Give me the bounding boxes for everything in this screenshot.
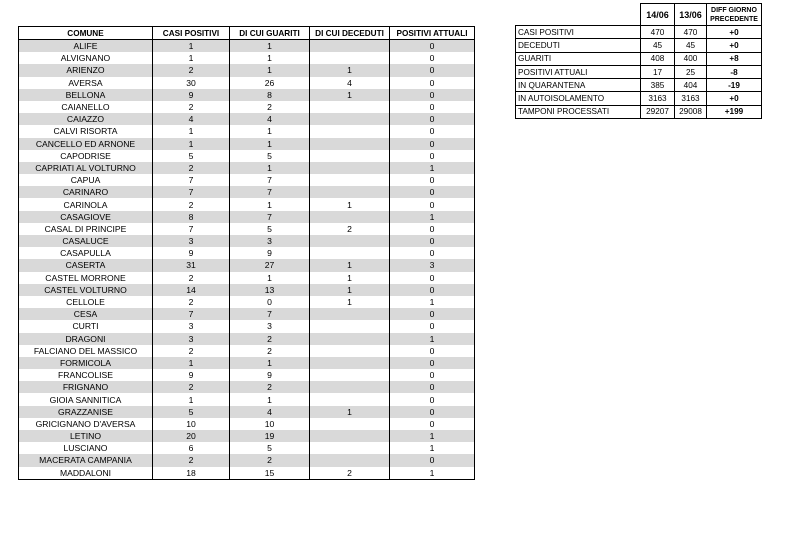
cell-positivi-attuali: 0 [390,138,475,150]
cell-deceduti [310,430,390,442]
summary-value-14-06: 17 [641,65,675,78]
cell-comune: DRAGONI [19,333,153,345]
cell-casi-positivi: 7 [153,186,230,198]
cell-comune: CURTI [19,320,153,332]
cell-casi-positivi: 31 [153,259,230,271]
cell-positivi-attuali: 3 [390,259,475,271]
cell-deceduti [310,125,390,137]
table-row [19,150,475,162]
cell-casi-positivi: 20 [153,430,230,442]
cell-deceduti [310,40,390,53]
cell-comune: CASAGIOVE [19,211,153,223]
cell-deceduti [310,454,390,466]
summary-row [516,65,762,78]
cell-comune: CAIAZZO [19,113,153,125]
cell-guariti: 1 [230,393,310,405]
header-casi-positivi: CASI POSITIVI [153,27,230,40]
cell-positivi-attuali: 0 [390,186,475,198]
table-row [19,467,475,480]
cell-guariti: 9 [230,247,310,259]
cell-comune: AVERSA [19,77,153,89]
summary-diff: -19 [707,79,762,92]
cell-deceduti [310,138,390,150]
cell-positivi-attuali: 0 [390,418,475,430]
table-row [19,442,475,454]
cell-guariti: 26 [230,77,310,89]
summary-value-14-06: 470 [641,26,675,39]
cell-positivi-attuali: 1 [390,430,475,442]
cell-positivi-attuali: 0 [390,247,475,259]
table-row [19,381,475,393]
summary-value-14-06: 385 [641,79,675,92]
table-row [19,259,475,271]
cell-casi-positivi: 3 [153,320,230,332]
cell-casi-positivi: 14 [153,284,230,296]
cell-guariti: 4 [230,406,310,418]
cell-comune: CESA [19,308,153,320]
cell-positivi-attuali: 0 [390,406,475,418]
cell-guariti: 2 [230,345,310,357]
cell-guariti: 5 [230,442,310,454]
cell-casi-positivi: 7 [153,308,230,320]
header-positivi-attuali: POSITIVI ATTUALI [390,27,475,40]
cell-positivi-attuali: 0 [390,113,475,125]
cell-casi-positivi: 1 [153,138,230,150]
cell-guariti: 1 [230,272,310,284]
cell-casi-positivi: 9 [153,247,230,259]
cell-positivi-attuali: 0 [390,235,475,247]
cell-guariti: 1 [230,52,310,64]
cell-comune: MADDALONI [19,467,153,480]
table-row [19,186,475,198]
summary-row [516,92,762,105]
table-row [19,247,475,259]
cell-casi-positivi: 3 [153,333,230,345]
summary-label: TAMPONI PROCESSATI [516,105,641,118]
cell-deceduti [310,174,390,186]
table-row [19,406,475,418]
cell-casi-positivi: 9 [153,369,230,381]
cell-comune: CASTEL MORRONE [19,272,153,284]
summary-label: POSITIVI ATTUALI [516,65,641,78]
cell-deceduti [310,320,390,332]
cell-casi-positivi: 2 [153,101,230,113]
summary-label: CASI POSITIVI [516,26,641,39]
summary-header-diff: DIFF GIORNO PRECEDENTE [707,4,762,26]
cell-positivi-attuali: 0 [390,125,475,137]
cell-casi-positivi: 2 [153,345,230,357]
summary-value-13-06: 29008 [675,105,707,118]
cell-comune: CANCELLO ED ARNONE [19,138,153,150]
cell-deceduti [310,211,390,223]
cell-deceduti: 4 [310,77,390,89]
cell-guariti: 1 [230,125,310,137]
cell-comune: CASERTA [19,259,153,271]
cell-casi-positivi: 10 [153,418,230,430]
cell-casi-positivi: 2 [153,162,230,174]
table-row [19,357,475,369]
cell-guariti: 1 [230,357,310,369]
cell-positivi-attuali: 1 [390,162,475,174]
comuni-header-row [19,27,475,40]
cell-deceduti: 1 [310,406,390,418]
cell-comune: CASAPULLA [19,247,153,259]
cell-deceduti: 1 [310,259,390,271]
cell-casi-positivi: 5 [153,150,230,162]
cell-casi-positivi: 2 [153,198,230,210]
cell-casi-positivi: 2 [153,296,230,308]
cell-positivi-attuali: 0 [390,174,475,186]
cell-casi-positivi: 9 [153,89,230,101]
table-row [19,138,475,150]
cell-comune: LETINO [19,430,153,442]
cell-casi-positivi: 1 [153,40,230,53]
table-row [19,345,475,357]
summary-value-13-06: 45 [675,39,707,52]
cell-deceduti: 1 [310,296,390,308]
summary-diff: -8 [707,65,762,78]
cell-deceduti [310,333,390,345]
summary-label: IN AUTOISOLAMENTO [516,92,641,105]
cell-casi-positivi: 2 [153,381,230,393]
cell-deceduti [310,52,390,64]
table-row [19,198,475,210]
table-row [19,162,475,174]
cell-deceduti: 1 [310,89,390,101]
cell-positivi-attuali: 0 [390,52,475,64]
cell-comune: CARINOLA [19,198,153,210]
cell-deceduti [310,186,390,198]
summary-row [516,105,762,118]
cell-positivi-attuali: 0 [390,308,475,320]
table-row [19,418,475,430]
cell-guariti: 13 [230,284,310,296]
cell-casi-positivi: 2 [153,272,230,284]
cell-comune: FORMICOLA [19,357,153,369]
cell-positivi-attuali: 0 [390,381,475,393]
table-row [19,223,475,235]
summary-diff: +199 [707,105,762,118]
cell-comune: FRANCOLISE [19,369,153,381]
summary-diff: +0 [707,39,762,52]
cell-deceduti [310,101,390,113]
summary-value-13-06: 470 [675,26,707,39]
cell-comune: LUSCIANO [19,442,153,454]
cell-casi-positivi: 2 [153,454,230,466]
cell-deceduti [310,150,390,162]
table-row [19,77,475,89]
cell-deceduti [310,247,390,259]
table-row [19,40,475,53]
cell-deceduti [310,308,390,320]
cell-guariti: 7 [230,308,310,320]
cell-guariti: 2 [230,101,310,113]
summary-value-13-06: 400 [675,52,707,65]
summary-table [515,3,762,119]
cell-casi-positivi: 3 [153,235,230,247]
cell-comune: CAPUA [19,174,153,186]
cell-comune: FRIGNANO [19,381,153,393]
table-row [19,64,475,76]
cell-casi-positivi: 1 [153,125,230,137]
cell-deceduti: 2 [310,223,390,235]
summary-diff: +8 [707,52,762,65]
cell-guariti: 1 [230,138,310,150]
table-row [19,430,475,442]
table-row [19,308,475,320]
cell-comune: GRICIGNANO D'AVERSA [19,418,153,430]
cell-deceduti [310,442,390,454]
cell-positivi-attuali: 0 [390,454,475,466]
cell-positivi-attuali: 0 [390,284,475,296]
cell-casi-positivi: 30 [153,77,230,89]
cell-guariti: 19 [230,430,310,442]
cell-deceduti [310,381,390,393]
cell-positivi-attuali: 0 [390,198,475,210]
cell-guariti: 7 [230,174,310,186]
cell-deceduti [310,113,390,125]
summary-row [516,26,762,39]
summary-value-14-06: 29207 [641,105,675,118]
table-row [19,296,475,308]
cell-casi-positivi: 5 [153,406,230,418]
table-row [19,235,475,247]
cell-comune: ALIFE [19,40,153,53]
cell-comune: CARINARO [19,186,153,198]
cell-positivi-attuali: 1 [390,211,475,223]
cell-guariti: 0 [230,296,310,308]
table-row [19,454,475,466]
summary-value-14-06: 3163 [641,92,675,105]
cell-positivi-attuali: 1 [390,467,475,480]
cell-guariti: 15 [230,467,310,480]
cell-deceduti [310,357,390,369]
table-row [19,393,475,405]
cell-positivi-attuali: 0 [390,64,475,76]
summary-label: IN QUARANTENA [516,79,641,92]
cell-comune: ARIENZO [19,64,153,76]
summary-diff: +0 [707,92,762,105]
cell-comune: CASALUCE [19,235,153,247]
cell-positivi-attuali: 0 [390,89,475,101]
cell-positivi-attuali: 0 [390,40,475,53]
cell-positivi-attuali: 0 [390,357,475,369]
cell-guariti: 1 [230,162,310,174]
cell-deceduti: 1 [310,272,390,284]
cell-positivi-attuali: 0 [390,101,475,113]
cell-casi-positivi: 6 [153,442,230,454]
summary-row [516,39,762,52]
cell-casi-positivi: 1 [153,357,230,369]
summary-header-row [516,4,762,26]
table-row [19,211,475,223]
cell-guariti: 5 [230,150,310,162]
summary-header-date-1: 14/06 [641,4,675,26]
cell-casi-positivi: 8 [153,211,230,223]
cell-comune: CASAL DI PRINCIPE [19,223,153,235]
summary-value-13-06: 404 [675,79,707,92]
cell-positivi-attuali: 0 [390,320,475,332]
cell-casi-positivi: 2 [153,64,230,76]
summary-label: DECEDUTI [516,39,641,52]
summary-row [516,79,762,92]
cell-deceduti: 1 [310,284,390,296]
cell-positivi-attuali: 0 [390,272,475,284]
cell-guariti: 1 [230,40,310,53]
summary-label: GUARITI [516,52,641,65]
comuni-table [18,26,475,480]
table-row [19,125,475,137]
table-row [19,369,475,381]
cell-guariti: 7 [230,186,310,198]
summary-value-13-06: 3163 [675,92,707,105]
cell-guariti: 3 [230,235,310,247]
cell-positivi-attuali: 0 [390,223,475,235]
table-row [19,89,475,101]
cell-guariti: 7 [230,211,310,223]
header-deceduti: DI CUI DECEDUTI [310,27,390,40]
cell-positivi-attuali: 0 [390,345,475,357]
cell-casi-positivi: 1 [153,393,230,405]
table-row [19,320,475,332]
cell-comune: MACERATA CAMPANIA [19,454,153,466]
summary-value-13-06: 25 [675,65,707,78]
cell-positivi-attuali: 0 [390,77,475,89]
cell-deceduti [310,393,390,405]
cell-guariti: 9 [230,369,310,381]
header-guariti: DI CUI GUARITI [230,27,310,40]
cell-comune: CASTEL VOLTURNO [19,284,153,296]
cell-guariti: 5 [230,223,310,235]
cell-deceduti: 1 [310,198,390,210]
cell-comune: GIOIA SANNITICA [19,393,153,405]
cell-positivi-attuali: 0 [390,150,475,162]
cell-guariti: 10 [230,418,310,430]
cell-positivi-attuali: 1 [390,333,475,345]
cell-casi-positivi: 7 [153,223,230,235]
cell-deceduti [310,345,390,357]
cell-guariti: 1 [230,198,310,210]
cell-positivi-attuali: 1 [390,442,475,454]
cell-guariti: 1 [230,64,310,76]
cell-guariti: 2 [230,381,310,393]
summary-value-14-06: 45 [641,39,675,52]
cell-comune: FALCIANO DEL MASSICO [19,345,153,357]
table-row [19,101,475,113]
cell-guariti: 3 [230,320,310,332]
cell-deceduti: 2 [310,467,390,480]
cell-guariti: 4 [230,113,310,125]
header-comune: COMUNE [19,27,153,40]
cell-deceduti [310,369,390,381]
cell-comune: BELLONA [19,89,153,101]
cell-positivi-attuali: 1 [390,296,475,308]
cell-deceduti [310,162,390,174]
cell-deceduti [310,235,390,247]
cell-casi-positivi: 7 [153,174,230,186]
cell-deceduti [310,418,390,430]
table-row [19,174,475,186]
table-row [19,113,475,125]
summary-diff: +0 [707,26,762,39]
cell-guariti: 27 [230,259,310,271]
cell-guariti: 8 [230,89,310,101]
cell-casi-positivi: 4 [153,113,230,125]
table-row [19,52,475,64]
cell-comune: ALVIGNANO [19,52,153,64]
summary-header-date-2: 13/06 [675,4,707,26]
cell-guariti: 2 [230,454,310,466]
summary-row [516,52,762,65]
summary-header-blank [516,4,641,26]
cell-casi-positivi: 18 [153,467,230,480]
table-row [19,284,475,296]
table-row [19,272,475,284]
cell-comune: CELLOLE [19,296,153,308]
cell-comune: GRAZZANISE [19,406,153,418]
cell-deceduti: 1 [310,64,390,76]
cell-guariti: 2 [230,333,310,345]
cell-casi-positivi: 1 [153,52,230,64]
cell-positivi-attuali: 0 [390,369,475,381]
cell-comune: CAIANELLO [19,101,153,113]
cell-comune: CALVI RISORTA [19,125,153,137]
summary-value-14-06: 408 [641,52,675,65]
cell-comune: CAPRIATI AL VOLTURNO [19,162,153,174]
cell-positivi-attuali: 0 [390,393,475,405]
table-row [19,333,475,345]
cell-comune: CAPODRISE [19,150,153,162]
